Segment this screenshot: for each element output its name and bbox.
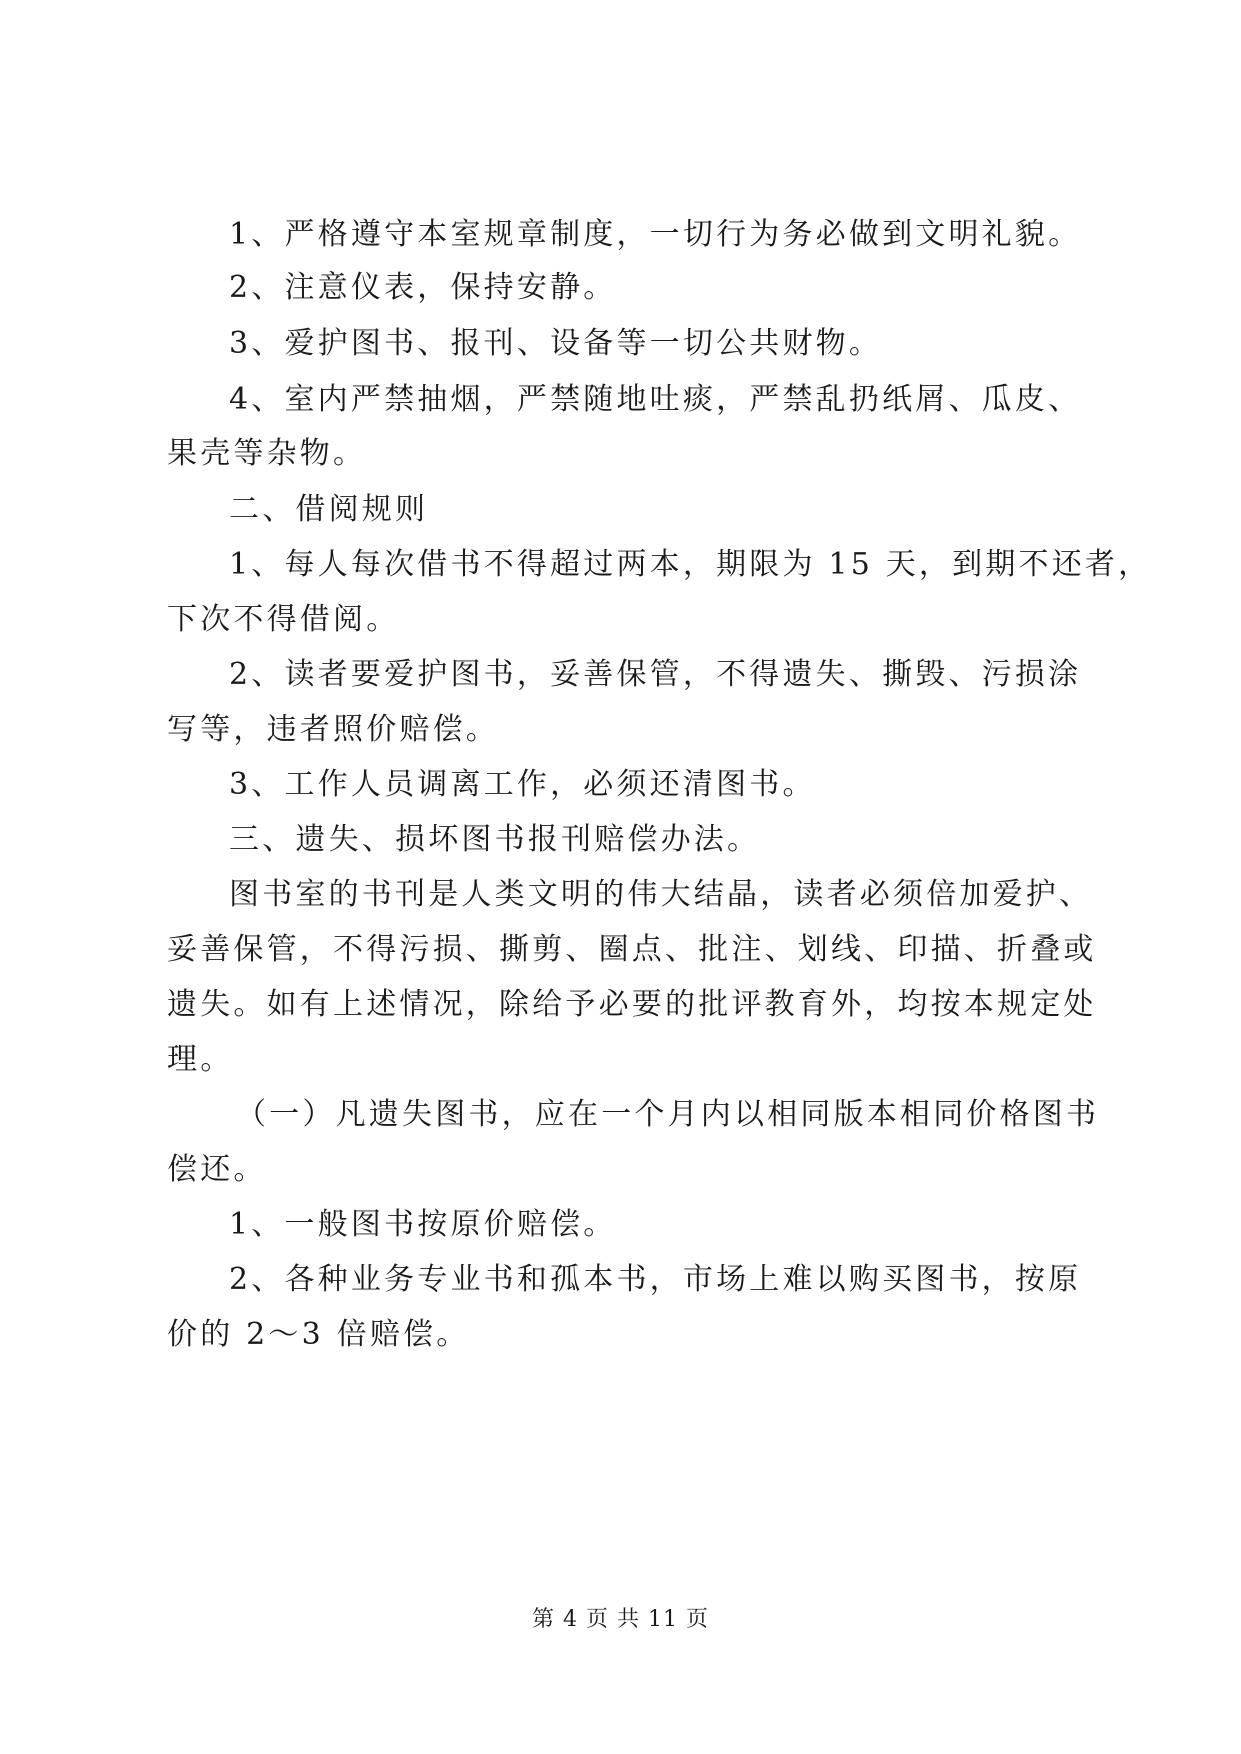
paragraph-line: 价的 2～3 倍赔偿。: [167, 1317, 470, 1352]
section-heading: 三、遗失、损坏图书报刊赔偿办法。: [229, 822, 761, 857]
paragraph-line: 下次不得借阅。: [167, 602, 400, 637]
paragraph-line: 2、各种业务专业书和孤本书，市场上难以购买图书，按原: [229, 1262, 1082, 1297]
paragraph-line: 遗失。如有上述情况，除给予必要的批评教育外，均按本规定处: [167, 987, 1097, 1022]
paragraph-line: 偿还。: [167, 1152, 267, 1187]
paragraph-line: 1、一般图书按原价赔偿。: [229, 1207, 617, 1242]
paragraph-line: 果壳等杂物。: [167, 436, 367, 471]
paragraph-line: 写等，违者照价赔偿。: [167, 712, 499, 747]
section-heading: 二、借阅规则: [229, 492, 429, 527]
paragraph-line: 1、每人每次借书不得超过两本，期限为 15 天，到期不还者，: [229, 547, 1152, 582]
paragraph-line: 1、严格遵守本室规章制度，一切行为务必做到文明礼貌。: [229, 217, 1082, 252]
paragraph-line: 妥善保管，不得污损、撕剪、圈点、批注、划线、印描、折叠或: [167, 932, 1097, 967]
paragraph-line: 理。: [167, 1042, 234, 1077]
paragraph-line: 2、注意仪表，保持安静。: [229, 270, 617, 305]
page-footer: 第 4 页 共 11 页: [532, 1607, 709, 1632]
paragraph-line: 4、室内严禁抽烟，严禁随地吐痰，严禁乱扔纸屑、瓜皮、: [229, 382, 1082, 417]
paragraph-line: 3、工作人员调离工作，必须还清图书。: [229, 767, 816, 802]
paragraph-line: 2、读者要爱护图书，妥善保管，不得遗失、撕毁、污损涂: [229, 657, 1082, 692]
paragraph-line: 图书室的书刊是人类文明的伟大结晶，读者必须倍加爱护、: [229, 877, 1093, 912]
paragraph-line: 3、爱护图书、报刊、设备等一切公共财物。: [229, 326, 883, 361]
paragraph-line: （一）凡遗失图书，应在一个月内以相同版本相同价格图书: [236, 1097, 1100, 1132]
